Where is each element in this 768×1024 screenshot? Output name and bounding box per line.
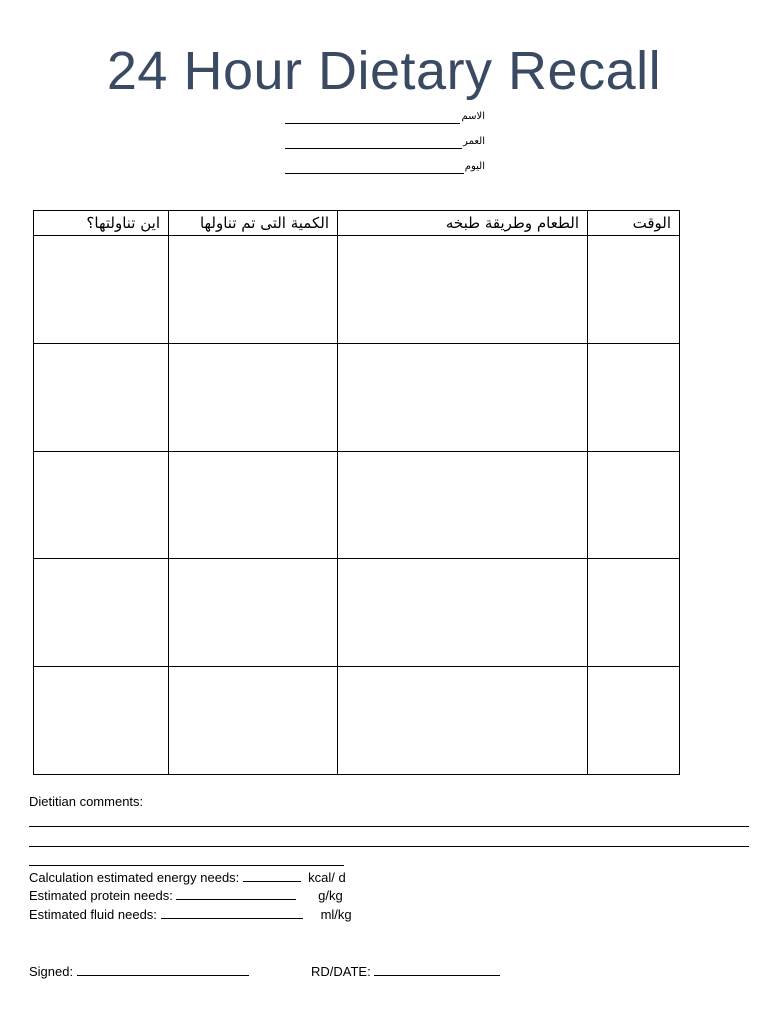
- energy-needs-label: Calculation estimated energy needs:: [29, 870, 240, 885]
- header-quantity: الكمية التى تم تناولها: [169, 211, 338, 236]
- table-row: [34, 559, 680, 667]
- cell-where[interactable]: [34, 343, 169, 451]
- fluid-needs-blank[interactable]: [161, 907, 303, 919]
- cell-time[interactable]: [588, 343, 680, 451]
- age-field[interactable]: [285, 135, 485, 149]
- fluid-needs-row: [29, 907, 352, 922]
- table-row: [34, 451, 680, 559]
- rd-date-row: [311, 964, 500, 979]
- cell-quantity[interactable]: [169, 343, 338, 451]
- day-field[interactable]: [285, 160, 485, 174]
- cell-quantity[interactable]: [169, 451, 338, 559]
- cell-food[interactable]: [338, 559, 588, 667]
- comments-line-1[interactable]: [29, 826, 749, 827]
- cell-time[interactable]: [588, 236, 680, 344]
- cell-where[interactable]: [34, 236, 169, 344]
- rd-date-blank[interactable]: [374, 964, 500, 976]
- table-row: [34, 236, 680, 344]
- comments-line-2[interactable]: [29, 846, 749, 847]
- protein-needs-row: [29, 888, 343, 903]
- fluid-needs-label: Estimated fluid needs:: [29, 907, 157, 922]
- energy-needs-row: [29, 870, 346, 885]
- table-row: [34, 667, 680, 775]
- recall-table: [33, 210, 680, 775]
- age-label: العمر: [463, 136, 485, 147]
- table-row: [34, 343, 680, 451]
- cell-food[interactable]: [338, 236, 588, 344]
- name-field[interactable]: [285, 110, 485, 124]
- cell-food[interactable]: [338, 451, 588, 559]
- cell-time[interactable]: [588, 451, 680, 559]
- comments-line-3[interactable]: [29, 865, 344, 866]
- page-title: 24 Hour Dietary Recall: [106, 41, 662, 101]
- fluid-needs-unit: ml/kg: [320, 907, 352, 922]
- cell-where[interactable]: [34, 451, 169, 559]
- cell-time[interactable]: [588, 667, 680, 775]
- header-time: الوقت: [588, 211, 680, 236]
- energy-needs-unit: kcal/ d: [308, 870, 346, 885]
- cell-food[interactable]: [338, 667, 588, 775]
- cell-where[interactable]: [34, 559, 169, 667]
- rd-date-label: RD/DATE:: [311, 964, 371, 979]
- age-blank-line[interactable]: [285, 138, 462, 149]
- cell-food[interactable]: [338, 343, 588, 451]
- protein-needs-label: Estimated protein needs:: [29, 888, 173, 903]
- cell-where[interactable]: [34, 667, 169, 775]
- protein-needs-blank[interactable]: [176, 888, 296, 900]
- energy-needs-blank[interactable]: [243, 870, 301, 882]
- protein-needs-unit: g/kg: [318, 888, 343, 903]
- comments-label: Dietitian comments:: [29, 794, 144, 809]
- name-label: الاسم: [461, 111, 485, 122]
- signed-blank[interactable]: [77, 964, 249, 976]
- header-food: الطعام وطريقة طبخه: [338, 211, 588, 236]
- signed-row: [29, 964, 249, 979]
- header-where: اين تناولتها؟: [34, 211, 169, 236]
- signed-label: Signed:: [29, 964, 74, 979]
- cell-quantity[interactable]: [169, 559, 338, 667]
- cell-quantity[interactable]: [169, 236, 338, 344]
- day-label: اليوم: [464, 161, 485, 172]
- cell-quantity[interactable]: [169, 667, 338, 775]
- table-header-row: [34, 211, 680, 236]
- cell-time[interactable]: [588, 559, 680, 667]
- day-blank-line[interactable]: [285, 163, 464, 174]
- name-blank-line[interactable]: [285, 113, 460, 124]
